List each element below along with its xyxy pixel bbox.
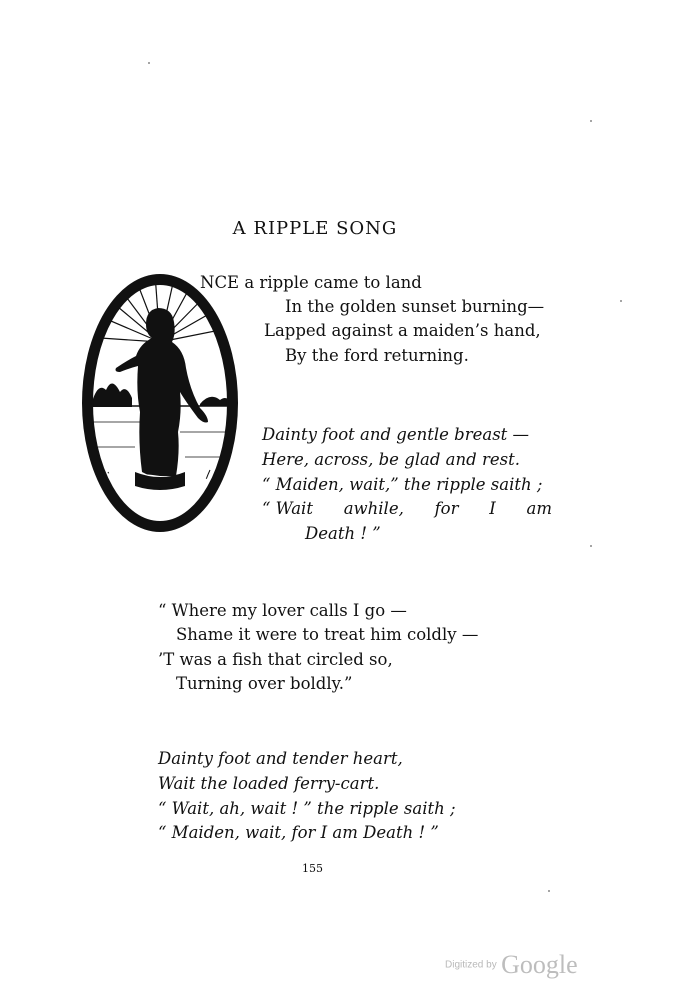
- stanza2-line5: Death ! ”: [305, 524, 381, 543]
- google-logo: Google: [501, 950, 578, 979]
- stanza2-line1: Dainty foot and gentle breast —: [262, 425, 530, 444]
- paper-speck: [548, 890, 550, 892]
- watermark-prefix: Digitized by: [445, 959, 497, 971]
- word: awhile,: [343, 499, 404, 518]
- maiden-silhouette-icon: [80, 272, 240, 534]
- stanza3-line4: Turning over boldly.”: [176, 674, 353, 693]
- stanza4-line3: “ Wait, ah, wait ! ” the ripple saith ;: [158, 799, 456, 818]
- stanza2-line2: Here, across, be glad and rest.: [262, 450, 520, 469]
- stanza3-line3: ’T was a fish that circled so,: [158, 650, 393, 669]
- stanza1-line1: NCE a ripple came to land: [200, 273, 422, 292]
- stanza1-line2: In the golden sunset burning—: [285, 297, 545, 316]
- stanza4-line2: Wait the loaded ferry-cart.: [158, 774, 380, 793]
- stanza4-line1: Dainty foot and tender heart,: [158, 749, 403, 768]
- word: for: [434, 499, 459, 518]
- paper-speck: [590, 545, 592, 547]
- poem-title: A RIPPLE SONG: [232, 218, 398, 239]
- page-number: 155: [302, 862, 323, 875]
- digitized-by-watermark: [445, 950, 578, 980]
- stanza1-line4: By the ford returning.: [285, 346, 469, 365]
- paper-speck: [148, 62, 150, 64]
- paper-speck: [590, 120, 592, 122]
- stanza1-line3: Lapped against a maiden’s hand,: [264, 321, 541, 340]
- stanza2-line3: “ Maiden, wait,” the ripple saith ;: [262, 475, 543, 494]
- word: I: [489, 499, 496, 518]
- paper-speck: [620, 300, 622, 302]
- stanza4-line4: “ Maiden, wait, for I am Death ! ”: [158, 823, 439, 842]
- word: “ Wait: [262, 499, 313, 518]
- word: am: [526, 499, 552, 518]
- stanza3-line2: Shame it were to treat him coldly —: [176, 625, 479, 644]
- stanza3-line1: “ Where my lover calls I go —: [158, 601, 407, 620]
- stanza2-line4: [262, 498, 552, 520]
